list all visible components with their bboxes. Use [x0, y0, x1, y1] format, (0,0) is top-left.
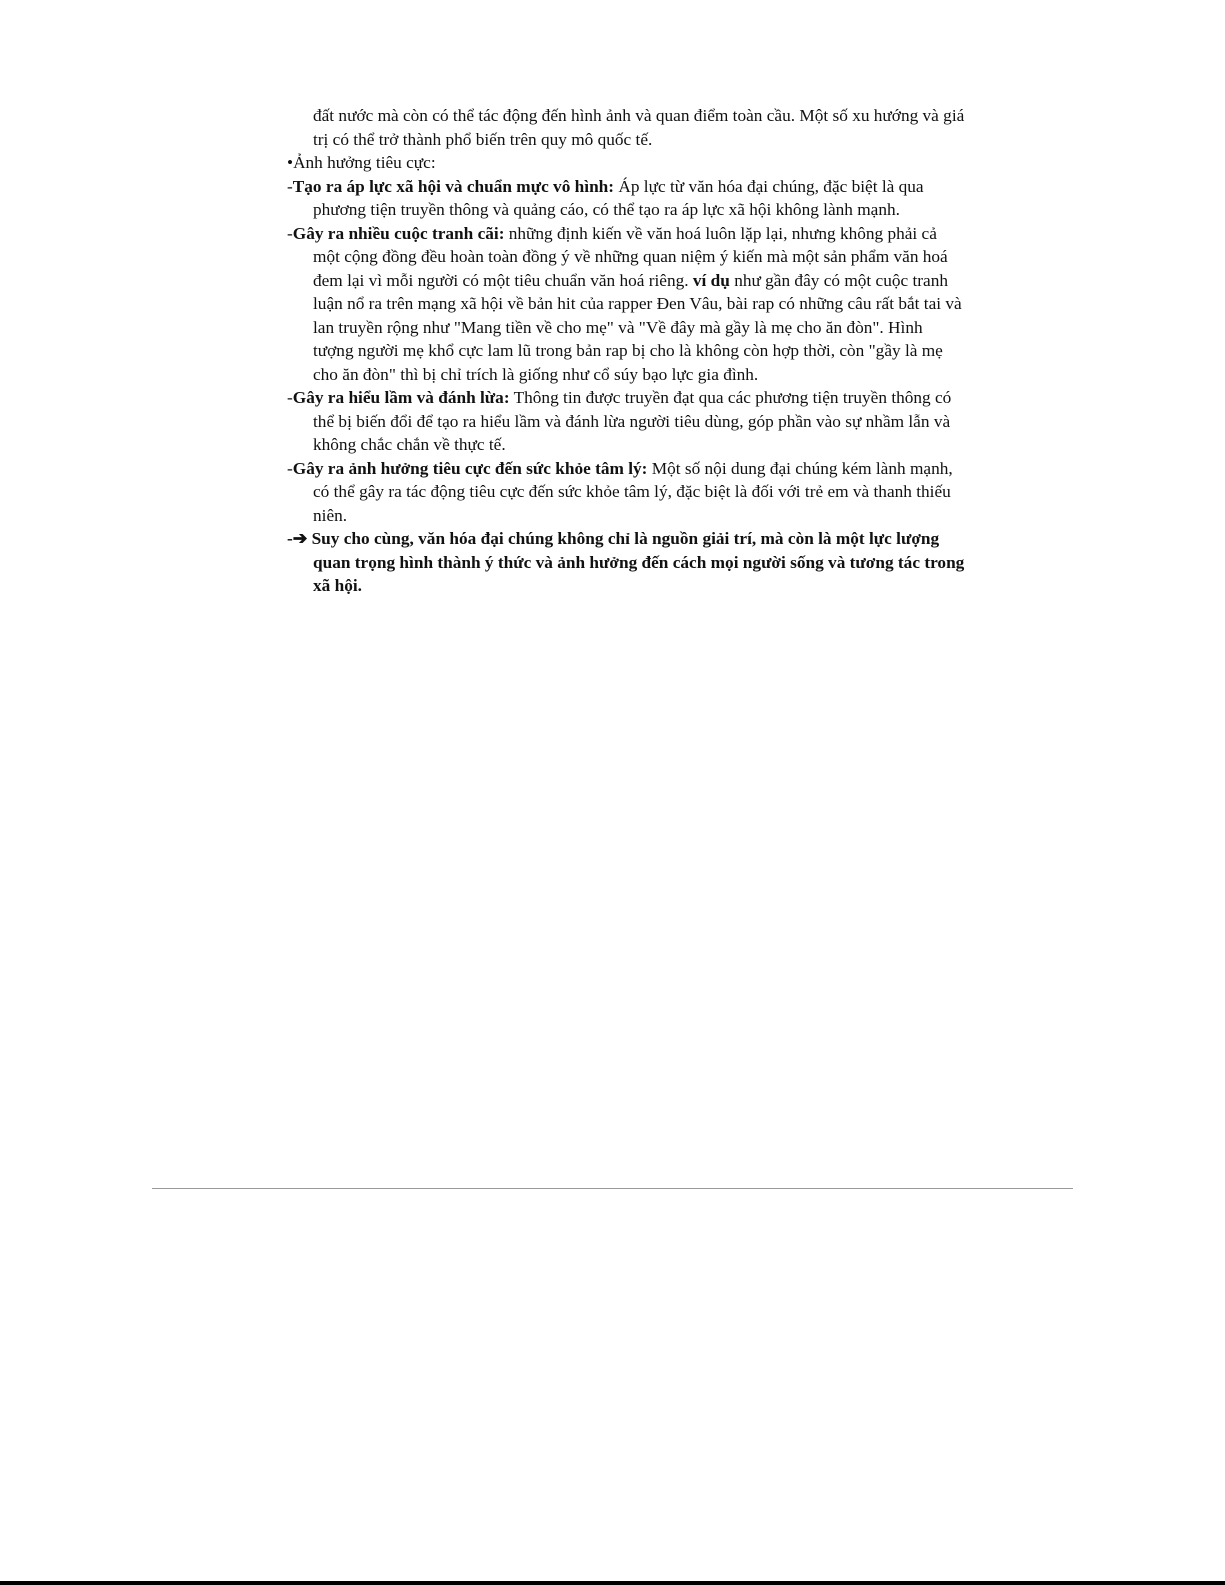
document-body	[287, 104, 967, 598]
heading-text: Ảnh hưởng tiêu cực:	[293, 153, 436, 172]
negative-effects-heading	[287, 151, 967, 175]
item-title: Gây ra ảnh hưởng tiêu cực đến sức khỏe tâm lý:	[292, 458, 648, 478]
item-prefix: -	[287, 176, 293, 196]
item-prefix: -	[287, 388, 293, 407]
continuation-paragraph: đất nước mà còn có thể tác động đến hình ảnh và quan điểm toàn cầu. Một số xu hướng và giá trị có thể trở thành phổ biến trên quy mô quốc tế.	[313, 106, 965, 149]
conclusion-paragraph	[287, 527, 967, 598]
list-item-controversy	[287, 222, 967, 387]
item-body: Một số nội dung đại chúng kém lành mạnh, có thể gây ra tác động tiêu cực đến sức khỏe tâm lý, đặc biệt là đối với trẻ em và thanh thiếu niên.	[313, 458, 953, 525]
conclusion-text: Suy cho cùng, văn hóa đại chúng không chỉ là nguồn giải trí, mà còn là một lực lượng quan trọng hình thành ý thức và ảnh hưởng đến cách mọi người sống và tương tác trong xã hội.	[307, 529, 965, 595]
conclusion-prefix: -	[287, 529, 293, 548]
item-title: Gây ra nhiều cuộc tranh cãi:	[292, 223, 505, 243]
item-title: Tạo ra áp lực xã hội và chuẩn mực vô hình:	[292, 176, 615, 196]
item-title: Gây ra hiểu lầm và đánh lừa:	[292, 388, 510, 407]
arrow-icon: ➔	[292, 529, 308, 548]
item-prefix: -	[287, 458, 293, 478]
page-divider	[152, 1188, 1073, 1189]
item-body: những định kiến về văn hoá luôn lặp lại, nhưng không phải cả một cộng đồng đều hoàn toàn đồng ý về những quan niệm ý kiến mà một sản phẩm văn hoá đem lại vì mỗi người có một tiêu chuẩn văn hoá riêng.	[313, 223, 948, 290]
item-body: Áp lực từ văn hóa đại chúng, đặc biệt là qua phương tiện truyền thông và quảng cáo, có thể tạo ra áp lực xã hội không lành mạnh.	[313, 176, 924, 219]
item-prefix: -	[287, 223, 293, 243]
list-item-misinformation	[287, 386, 967, 457]
bottom-edge-bar	[0, 1581, 1225, 1585]
list-item-social-pressure	[287, 175, 967, 222]
item-body: Thông tin được truyền đạt qua các phương tiện truyền thông có thể bị biến đổi để tạo ra hiểu lầm và đánh lừa người tiêu dùng, góp phần vào sự nhầm lẫn và không chắc chắn về thực tế.	[313, 388, 952, 454]
list-item-mental-health	[287, 457, 967, 528]
example-label: ví dụ	[692, 270, 730, 290]
example-body: như gần đây có một cuộc tranh luận nổ ra trên mạng xã hội về bản hit của rapper Đen Vâu, bài rap có những câu rất bắt tai và lan truyền rộng như "Mang tiền về cho mẹ" và "Về đây mà gầy là mẹ cho ăn đòn". Hình tượng người mẹ khổ cực lam lũ trong bản rap bị cho là không còn hợp thời, còn "gầy là mẹ cho ăn đòn" thì bị chỉ trích là giống như cổ súy bạo lực gia đình.	[313, 270, 962, 384]
bullet-icon: •	[287, 153, 294, 172]
